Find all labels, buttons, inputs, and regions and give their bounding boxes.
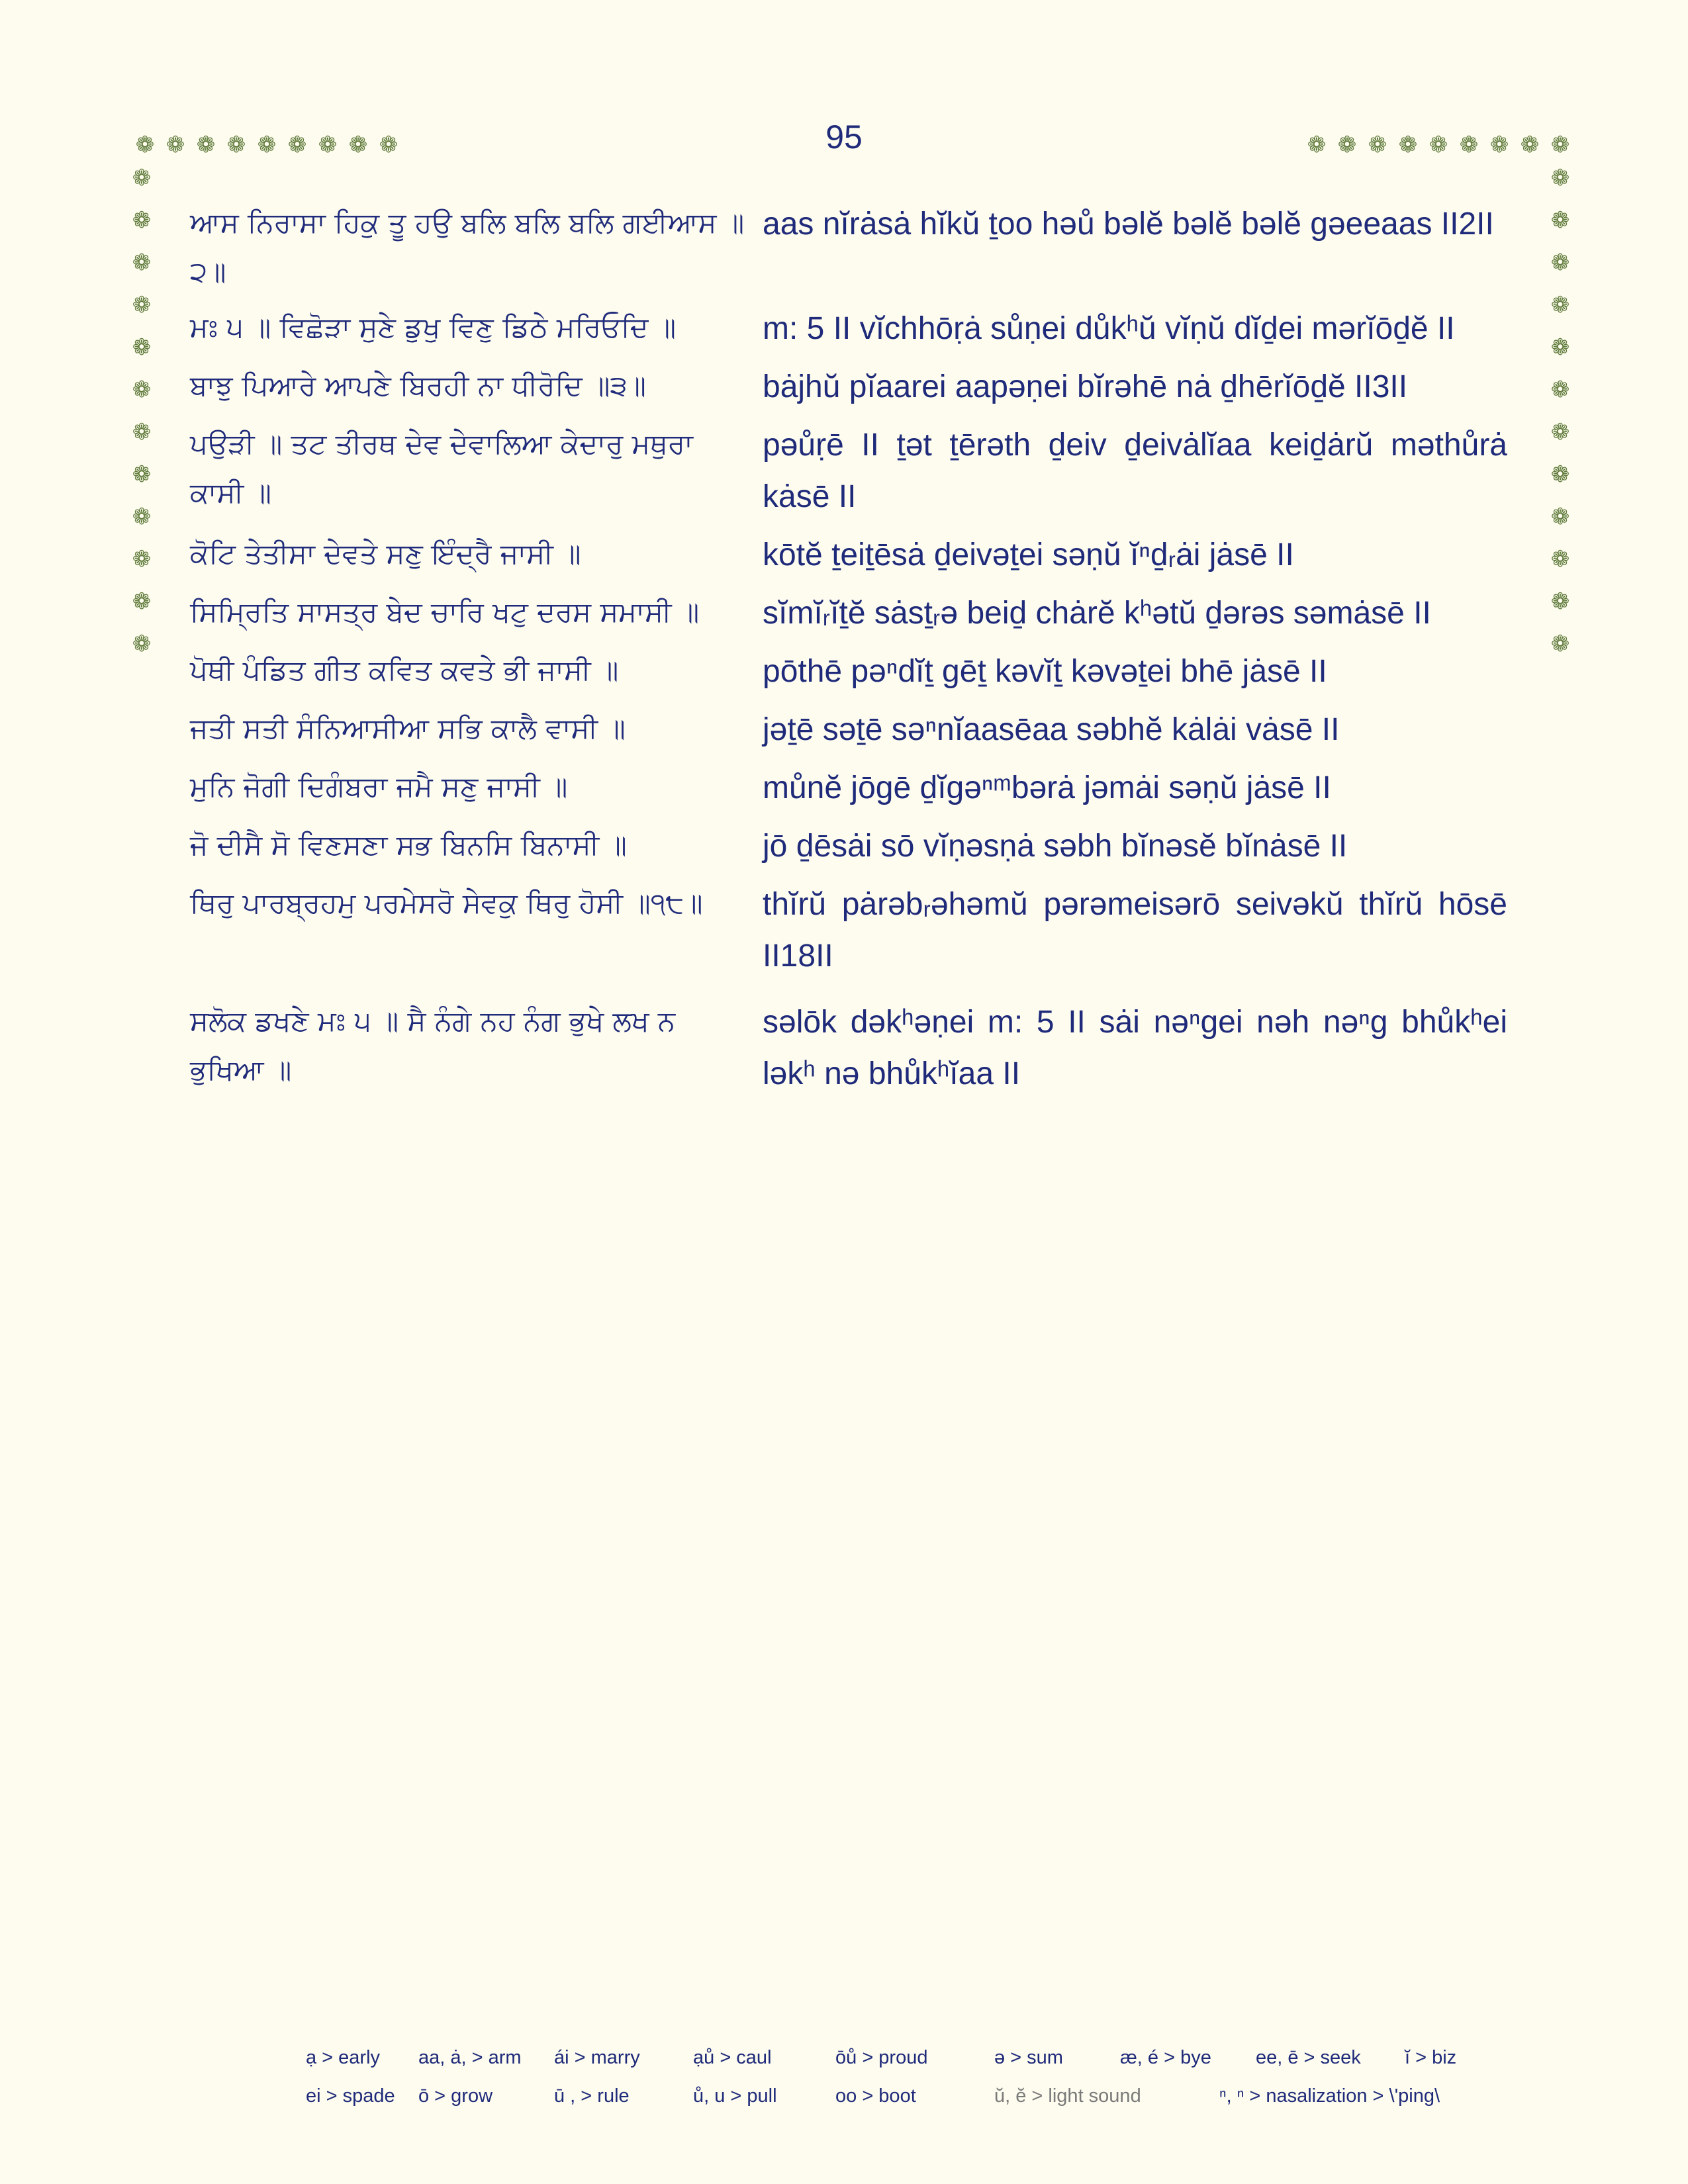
legend-item: oo > boot xyxy=(835,2085,916,2107)
flower-icon: ❁ xyxy=(226,132,246,158)
verse-row xyxy=(190,762,1507,814)
pronunciation-legend xyxy=(306,2038,1484,2115)
flower-icon: ❁ xyxy=(1398,132,1418,158)
flower-icon: ❁ xyxy=(379,132,399,158)
gurmukhi-text: ਜੋ ਦੀਸੈ ਸੋ ਵਿਣਸਣਾ ਸਭ ਬਿਨਸਿ ਬਿਨਾਸੀ ॥ xyxy=(190,829,627,861)
transliteration-text: můnĕ jōgē ḏĭgəⁿᵐbərȧ jəmȧi səṇŭ jȧsē II xyxy=(763,770,1331,805)
flower-icon: ❁ xyxy=(1307,132,1327,158)
flower-icon: ❁ xyxy=(132,207,152,234)
legend-item: ō > grow xyxy=(418,2085,493,2107)
flower-icon: ❁ xyxy=(132,461,152,488)
flower-icon: ❁ xyxy=(1550,588,1570,615)
flower-icon: ❁ xyxy=(132,504,152,530)
legend-item: ū , > rule xyxy=(554,2085,630,2107)
verse-table xyxy=(190,199,1507,1107)
transliteration-text: jō ḏēsȧi sō vĭṇəsṇȧ səbh bĭnəsĕ bĭnȧsē II xyxy=(763,829,1348,864)
legend-item: ee, ē > seek xyxy=(1256,2046,1361,2068)
transliteration-text: pəůṛē II ṯət ṯērəth ḏeiv ḏeivȧlĭaa keiḏȧrŭ məthůrȧ kȧsē II xyxy=(763,428,1507,514)
legend-item: ạ > early xyxy=(306,2046,381,2068)
flower-icon: ❁ xyxy=(1550,419,1570,445)
flower-icon: ❁ xyxy=(135,132,155,158)
transliteration-text: sĭmĭᵣĭṯĕ sȧsṯᵣə beiḏ chȧrĕ kʰətŭ ḏərəs səmȧsē II xyxy=(763,596,1431,631)
flower-icon: ❁ xyxy=(132,546,152,572)
flower-icon: ❁ xyxy=(132,631,152,657)
flower-icon: ❁ xyxy=(1550,250,1570,276)
flower-icon: ❁ xyxy=(1550,207,1570,234)
legend-item: ⁿ, ⁿ > nasalization > \'ping\ xyxy=(1219,2085,1440,2107)
flower-icon: ❁ xyxy=(1550,132,1570,158)
flower-icon: ❁ xyxy=(165,132,185,158)
legend-item: aa, ȧ, > arm xyxy=(418,2046,522,2068)
verse-row xyxy=(190,420,1507,523)
verse-row xyxy=(190,529,1507,581)
gurmukhi-text: ਸਲੋਕ ਡਖਣੇ ਮਃ ੫ ॥ ਸੈ ਨੰਗੇ ਨਹ ਨੰਗ ਭੁਖੇ ਲਖ ਨ ਭੁਖਿਆ ॥ xyxy=(190,1005,676,1086)
gurmukhi-text: ਕੋਟਿ ਤੇਤੀਸਾ ਦੇਵਤੇ ਸਣੁ ਇੰਦ੍ਰੈ ਜਾਸੀ ॥ xyxy=(190,537,581,570)
verse-row xyxy=(190,588,1507,639)
flower-icon: ❁ xyxy=(132,334,152,361)
flower-icon: ❁ xyxy=(1550,377,1570,403)
gurmukhi-text: ਥਿਰੁ ਪਾਰਬ੍ਰਹਮੁ ਪਰਮੇਸਰੋ ਸੇਵਕੁ ਥਿਰੁ ਹੋਸੀ ॥੧੮॥ xyxy=(190,887,703,919)
flower-icon: ❁ xyxy=(1550,504,1570,530)
right-ornament-column xyxy=(1548,165,1573,657)
flower-icon: ❁ xyxy=(132,588,152,615)
flower-icon: ❁ xyxy=(132,377,152,403)
flower-icon: ❁ xyxy=(1550,334,1570,361)
flower-icon: ❁ xyxy=(1489,132,1509,158)
verse-row xyxy=(190,303,1507,355)
verse-row xyxy=(190,821,1507,872)
flower-icon: ❁ xyxy=(318,132,338,158)
flower-icon: ❁ xyxy=(1459,132,1479,158)
legend-item: ōů > proud xyxy=(835,2046,928,2068)
gurmukhi-text: ਸਿਮ੍ਰਿਤਿ ਸਾਸਤ੍ਰ ਬੇਦ ਚਾਰਿ ਖਟੁ ਦਰਸ ਸਮਾਸੀ ॥ xyxy=(190,596,700,628)
legend-item: ŭ, ĕ > light sound xyxy=(994,2085,1141,2107)
gurmukhi-text: ਬਾਝੁ ਪਿਆਰੇ ਆਪਣੇ ਬਿਰਹੀ ਨਾ ਧੀਰੋਦਿ ॥੩॥ xyxy=(190,369,646,402)
gurmukhi-text: ਮੁਨਿ ਜੋਗੀ ਦਿਗੰਬਰਾ ਜਮੈ ਸਣੁ ਜਾਸੀ ॥ xyxy=(190,770,568,803)
legend-item: ạů > caul xyxy=(693,2046,772,2068)
transliteration-text: aas nĭrȧsȧ hĭkŭ ṯoo həů bəlĕ bəlĕ bəlĕ gəeeaas II2II xyxy=(763,206,1494,242)
legend-row xyxy=(306,2077,1484,2115)
legend-row xyxy=(306,2038,1484,2077)
transliteration-text: thĭrŭ pȧrəbᵣəhəmŭ pərəmeisərō seivəkŭ thĭrŭ hōsē II18II xyxy=(763,887,1507,974)
legend-item: ei > spade xyxy=(306,2085,395,2107)
gurmukhi-text: ਪਉੜੀ ॥ ਤਟ ਤੀਰਥ ਦੇਵ ਦੇਵਾਲਿਆ ਕੇਦਾਰੁ ਮਥੁਰਾ ਕਾਸੀ ॥ xyxy=(190,428,693,509)
verse-row xyxy=(190,704,1507,756)
flower-icon: ❁ xyxy=(132,419,152,445)
flower-icon: ❁ xyxy=(132,250,152,276)
flower-icon: ❁ xyxy=(1550,292,1570,318)
verse-row xyxy=(190,997,1507,1100)
transliteration-text: səlōk dəkʰəṇei m: 5 II sȧi nəⁿgei nəh nəⁿg bhůkʰei ləkʰ nə bhůkʰĭaa II xyxy=(763,1005,1507,1091)
top-right-ornament-row xyxy=(1304,132,1573,158)
transliteration-text: kōtĕ ṯeiṯēsȧ ḏeivəṯei səṇŭ ĭⁿḏᵣȧi jȧsē II xyxy=(763,537,1294,572)
legend-item: ĭ > biz xyxy=(1405,2046,1457,2068)
flower-icon: ❁ xyxy=(1429,132,1448,158)
legend-item: ái > marry xyxy=(554,2046,640,2068)
verse-row xyxy=(190,361,1507,413)
gurmukhi-text: ਆਸ ਨਿਰਾਸਾ ਹਿਕੁ ਤੂ ਹਉ ਬਲਿ ਬਲਿ ਬਲਿ ਗਈਆਸ ॥੨॥ xyxy=(190,206,745,288)
flower-icon: ❁ xyxy=(132,292,152,318)
flower-icon: ❁ xyxy=(348,132,368,158)
flower-icon: ❁ xyxy=(1368,132,1387,158)
gurmukhi-text: ਜਤੀ ਸਤੀ ਸੰਨਿਆਸੀਆ ਸਭਿ ਕਾਲੈ ਵਾਸੀ ॥ xyxy=(190,712,626,745)
verse-row xyxy=(190,879,1507,982)
flower-icon: ❁ xyxy=(1337,132,1357,158)
flower-icon: ❁ xyxy=(132,165,152,191)
transliteration-text: m: 5 II vĭchhōṛȧ sůṇei důkʰŭ vĭṇŭ dĭḏei mərĭōḏĕ II xyxy=(763,311,1455,346)
flower-icon: ❁ xyxy=(1550,546,1570,572)
top-left-ornament-row xyxy=(132,132,401,158)
gurmukhi-text: ਮਃ ੫ ॥ ਵਿਛੋੜਾ ਸੁਣੇ ਡੁਖੁ ਵਿਣੁ ਡਿਠੇ ਮਰਿਓਦਿ ॥ xyxy=(190,311,677,343)
transliteration-text: jəṯē səṯē səⁿnĭaasēaa səbhĕ kȧlȧi vȧsē II xyxy=(763,712,1340,747)
flower-icon: ❁ xyxy=(287,132,307,158)
transliteration-text: pōthē pəⁿdĭṯ gēṯ kəvĭṯ kəvəṯei bhē jȧsē II xyxy=(763,654,1327,689)
legend-item: æ, é > bye xyxy=(1120,2046,1211,2068)
flower-icon: ❁ xyxy=(196,132,216,158)
verse-row xyxy=(190,646,1507,698)
transliteration-text: bȧjhŭ pĭaarei aapəṇei bĭrəhē nȧ ḏhērĭōḏĕ II3II xyxy=(763,369,1408,404)
legend-item: ə > sum xyxy=(994,2046,1063,2068)
flower-icon: ❁ xyxy=(257,132,277,158)
gurmukhi-text: ਪੋਥੀ ਪੰਡਿਤ ਗੀਤ ਕਵਿਤ ਕਵਤੇ ਭੀ ਜਾਸੀ ॥ xyxy=(190,654,619,686)
flower-icon: ❁ xyxy=(1550,631,1570,657)
flower-icon: ❁ xyxy=(1520,132,1540,158)
flower-icon: ❁ xyxy=(1550,461,1570,488)
page-number: 95 xyxy=(825,118,863,156)
flower-icon: ❁ xyxy=(1550,165,1570,191)
verse-row xyxy=(190,199,1507,296)
left-ornament-column xyxy=(129,165,154,657)
legend-item: ů, u > pull xyxy=(693,2085,777,2107)
